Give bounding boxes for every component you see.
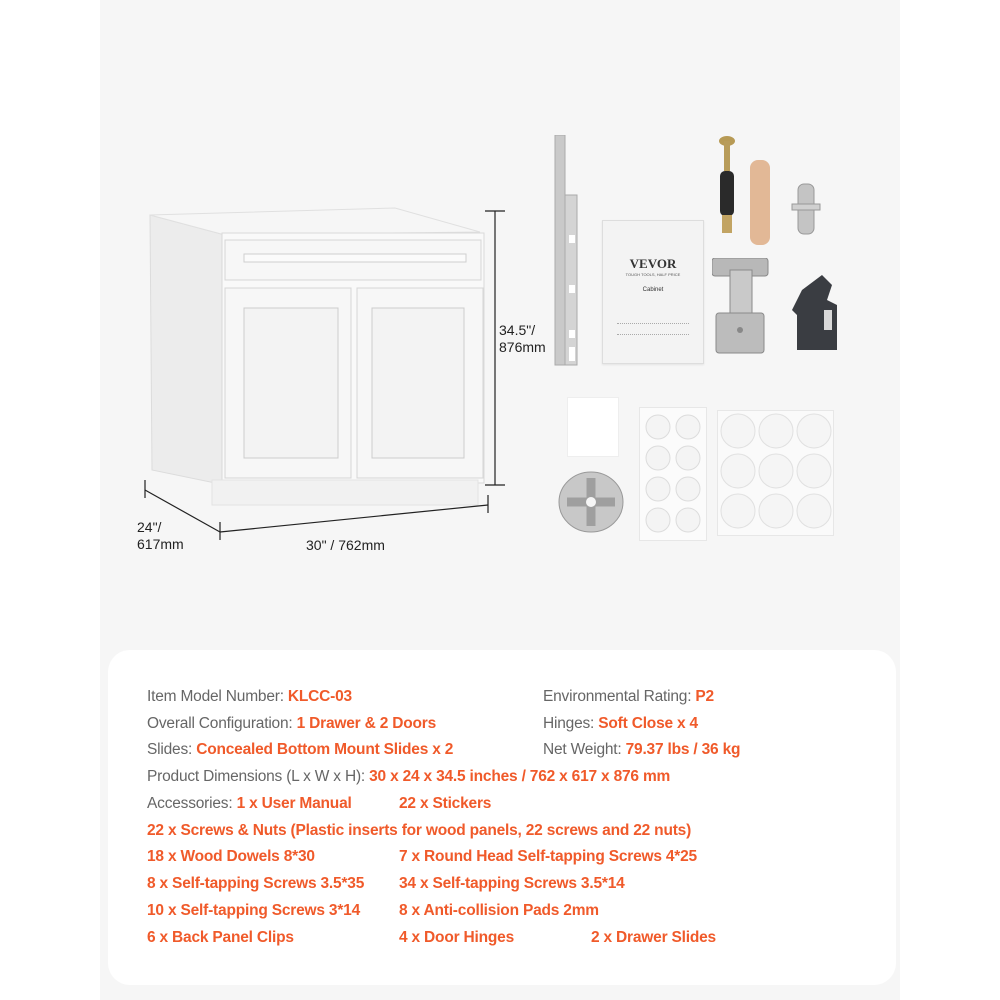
height-mm: 876mm	[499, 339, 546, 355]
manual-brand: VEVOR	[629, 256, 677, 271]
accessory-item: 34 x Self-tapping Screws 3.5*14	[399, 875, 625, 892]
depth-dimension	[137, 519, 184, 553]
spec-slides: Slides: Concealed Bottom Mount Slides x 2	[147, 741, 454, 758]
dimensions-value: 30 x 24 x 34.5 inches / 762 x 617 x 876 mm	[369, 768, 671, 785]
spec-net-weight: Net Weight: 79.37 lbs / 36 kg	[543, 741, 741, 758]
net-weight-value: 79.37 lbs / 36 kg	[625, 741, 741, 758]
model-number-value: KLCC-03	[287, 688, 352, 705]
hinges-value: Soft Close x 4	[598, 715, 698, 732]
accessory-item: 8 x Anti-collision Pads 2mm	[399, 902, 599, 919]
accessory-item: 1 x User Manual	[236, 795, 352, 812]
user-manual-image	[602, 220, 704, 364]
spec-dimensions: Product Dimensions (L x W x H): 30 x 24 x 34.5 inches / 762 x 617 x 876 mm	[147, 768, 671, 785]
cam-bolt-image	[712, 135, 742, 235]
spec-accessories: Accessories: 1 x User Manual	[147, 795, 352, 812]
manual-title: Cabinet	[642, 287, 664, 293]
accessory-item: 22 x Stickers	[399, 795, 492, 812]
spec-model-number: Item Model Number: KLCC-03	[147, 688, 352, 705]
accessory-item: 18 x Wood Dowels 8*30	[147, 848, 315, 865]
accessory-item: 8 x Self-tapping Screws 3.5*35	[147, 875, 365, 892]
environmental-rating-value: P2	[695, 688, 714, 705]
cam-lock-image	[556, 468, 628, 536]
manual-tagline: TOUGH TOOLS, HALF PRICE	[625, 272, 681, 277]
wood-dowel-image	[750, 160, 770, 245]
drawer-slide-image	[545, 135, 585, 370]
configuration-value: 1 Drawer & 2 Doors	[296, 715, 437, 732]
depth-inches: 24"/	[137, 519, 162, 535]
accessory-item: 6 x Back Panel Clips	[147, 929, 294, 946]
slides-value: Concealed Bottom Mount Slides x 2	[196, 741, 454, 758]
back-panel-clip-image	[792, 275, 842, 353]
height-dimension	[499, 322, 546, 356]
spec-hinges: Hinges: Soft Close x 4	[543, 715, 698, 732]
metal-connector-image	[790, 182, 822, 237]
door-hinge-image	[712, 258, 772, 358]
accessory-item: 22 x Screws & Nuts (Plastic inserts for wood panels, 22 screws and 22 nuts)	[147, 822, 692, 839]
accessory-item: 10 x Self-tapping Screws 3*14	[147, 902, 361, 919]
accessory-item: 2 x Drawer Slides	[591, 929, 716, 946]
accessory-item: 7 x Round Head Self-tapping Screws 4*25	[399, 848, 697, 865]
height-inches: 34.5"/	[499, 322, 536, 338]
sticker-sheet-small-image	[567, 397, 619, 457]
width-dimension: 30" / 762mm	[306, 537, 385, 553]
accessory-item: 4 x Door Hinges	[399, 929, 514, 946]
anti-collision-pads-image	[639, 407, 707, 541]
cabinet-image	[140, 190, 560, 570]
spec-environmental-rating: Environmental Rating: P2	[543, 688, 714, 705]
screw-cover-stickers-image	[717, 410, 834, 536]
spec-configuration: Overall Configuration: 1 Drawer & 2 Doors	[147, 715, 437, 732]
depth-mm: 617mm	[137, 536, 184, 552]
